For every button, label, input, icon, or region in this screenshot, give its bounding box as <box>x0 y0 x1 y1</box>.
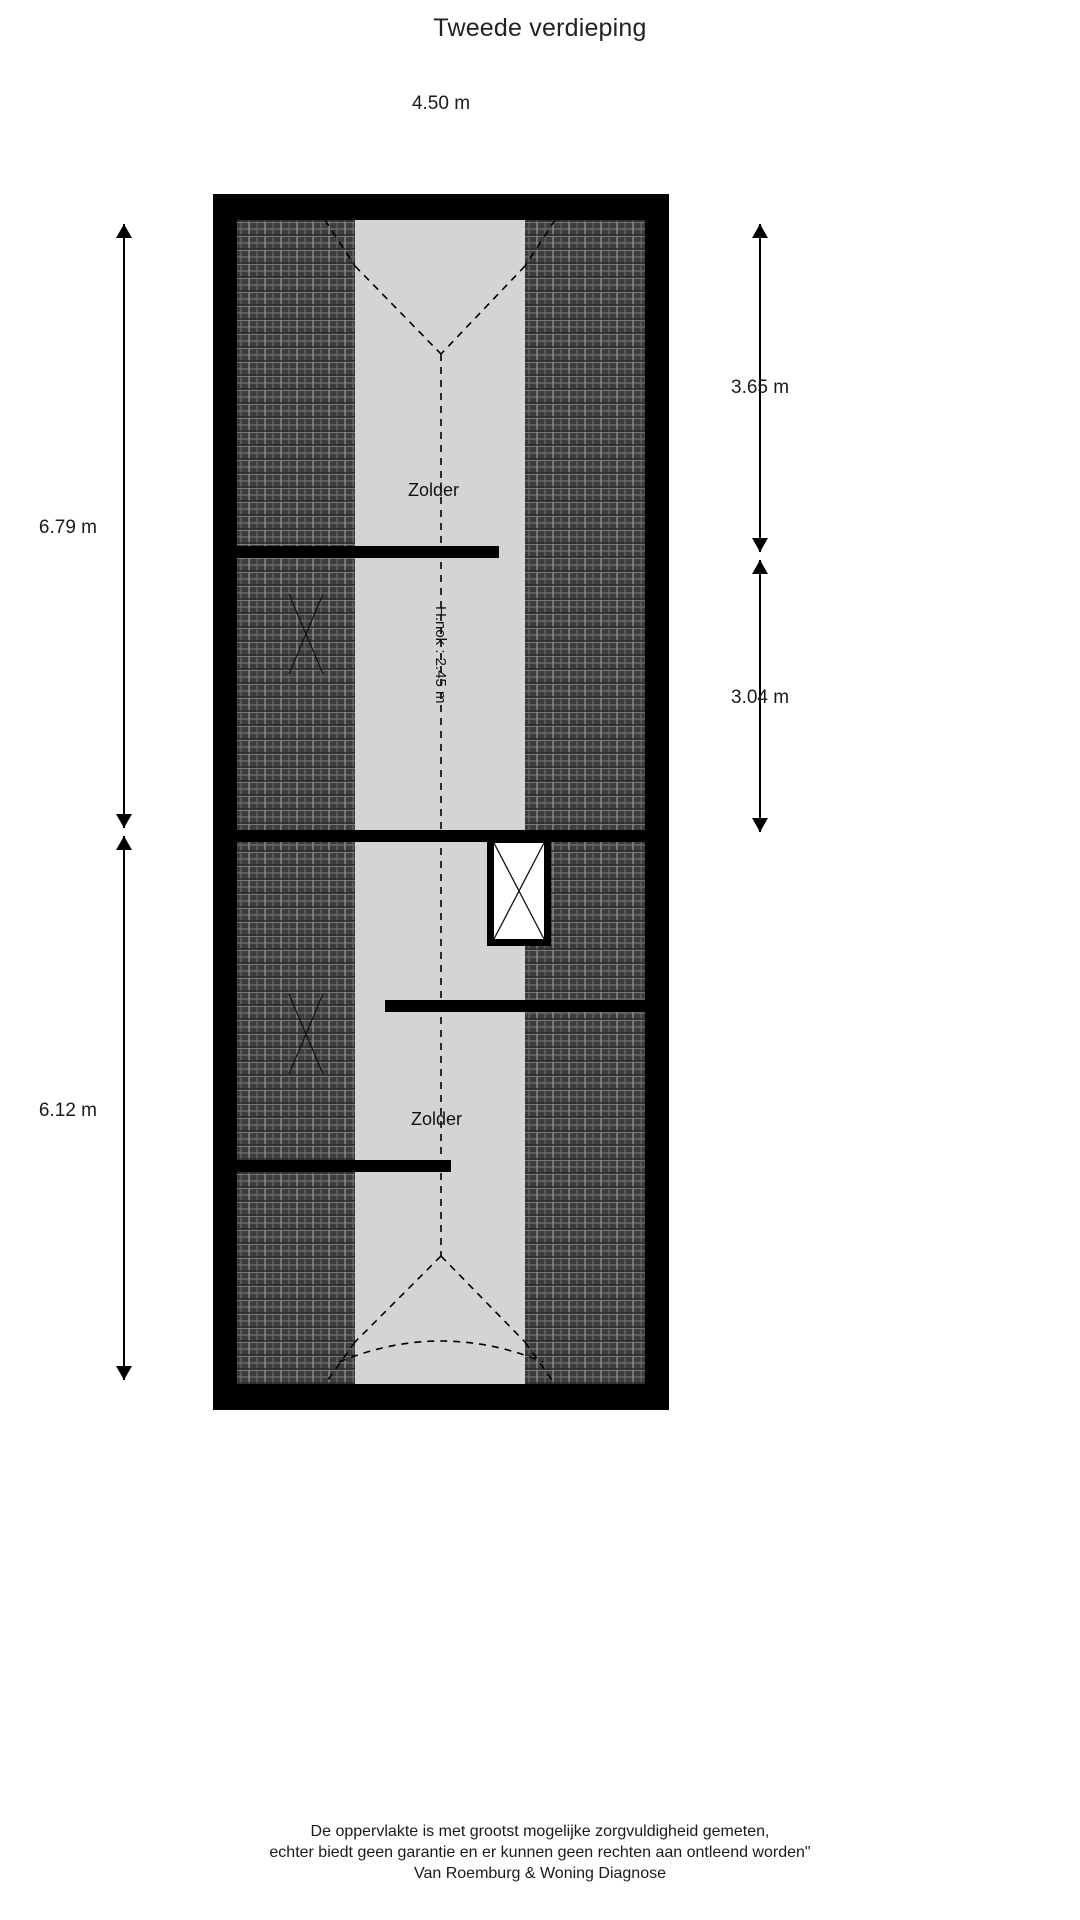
arrow-down-icon <box>752 538 768 552</box>
floor-plan <box>213 194 669 1410</box>
arrow-up-icon <box>752 224 768 238</box>
dimension-top-label-wrap <box>240 93 642 115</box>
dimension-top-label: 4.50 m <box>404 93 478 114</box>
arrow-up-icon <box>116 224 132 238</box>
stair-opening <box>487 836 551 946</box>
arrow-down-icon <box>752 818 768 832</box>
ridge-height-label: H.nok : 2.45 m <box>432 606 449 704</box>
arrow-up-icon <box>752 560 768 574</box>
dimension-left-upper-label: 6.79 m <box>38 517 97 538</box>
room-label-zolder-lower: Zolder <box>411 1109 463 1129</box>
arrow-up-icon <box>116 836 132 850</box>
dimension-left-upper <box>114 224 134 828</box>
footer-line-2: echter biedt geen garantie en er kunnen geen rechten aan ontleend worden" <box>269 1844 811 1861</box>
footer-disclaimer <box>0 1821 1080 1884</box>
footer-line-3: Van Roemburg & Woning Diagnose <box>414 1865 666 1882</box>
arrow-down-icon <box>116 1366 132 1380</box>
footer-line-1: De oppervlakte is met grootst mogelijke zorgvuldigheid gemeten, <box>310 1823 770 1840</box>
partition-wall-2 <box>237 830 645 842</box>
dimension-right-lower-label: 3.04 m <box>731 687 790 708</box>
partition-wall-1 <box>237 546 499 558</box>
dimension-line <box>123 224 125 828</box>
dimension-left-lower-label: 6.12 m <box>38 1100 97 1121</box>
dimension-top-width <box>240 93 642 117</box>
room-label-zolder-upper: Zolder <box>408 480 460 500</box>
dimension-line <box>123 836 125 1380</box>
dimension-left-lower <box>114 836 134 1380</box>
arrow-down-icon <box>116 814 132 828</box>
partition-wall-4 <box>227 1160 451 1172</box>
dimension-right-upper-label: 3.65 m <box>731 377 790 398</box>
attic-floor-upper <box>355 220 525 840</box>
page-title: Tweede verdieping <box>433 14 647 42</box>
partition-wall-3 <box>385 1000 645 1012</box>
